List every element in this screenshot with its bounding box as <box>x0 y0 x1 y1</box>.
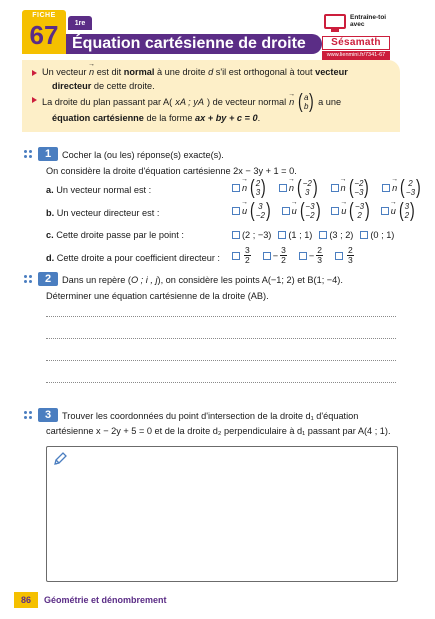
page-title: Équation cartésienne de droite <box>72 35 306 52</box>
checkbox[interactable] <box>279 184 287 192</box>
answer-line[interactable] <box>46 316 396 317</box>
sesamath-tagline-2: avec <box>350 21 365 28</box>
question-d: d. Cette droite a pour coefficient directeur : <box>46 253 220 263</box>
checkbox[interactable] <box>331 184 339 192</box>
question-a-options <box>232 178 422 198</box>
question-b: b. Un vecteur directeur est : <box>46 208 160 218</box>
checkbox[interactable] <box>263 252 271 260</box>
checkbox[interactable] <box>282 207 290 215</box>
sesamath-tagline <box>350 14 394 28</box>
option-d4[interactable]: $\frac{2}{3}$ <box>335 246 354 265</box>
checkbox[interactable] <box>232 231 240 239</box>
checkbox[interactable] <box>299 252 307 260</box>
checkbox[interactable] <box>232 252 240 260</box>
page-number: 86 <box>14 592 38 608</box>
checkbox[interactable] <box>335 252 343 260</box>
exercise3-line-1: Trouver les coordonnées du point d'intersection de la droite d₁ d'équation <box>62 411 359 421</box>
question-c: c. Cette droite passe par le point : <box>46 230 184 240</box>
option-c4[interactable]: (0 ; 1) <box>360 229 394 241</box>
option-d2[interactable]: − $\frac{3}{2}$ <box>263 246 287 265</box>
option-a1[interactable]: → n ( 2 3 ) <box>232 178 267 198</box>
answer-line[interactable] <box>46 360 396 361</box>
computer-stand-icon <box>331 29 339 32</box>
question-c-options <box>232 229 394 241</box>
theory-line-4: équation cartésienne de la forme ax + by + c = 0. <box>52 113 261 123</box>
theory-line-3: La droite du plan passant par A( xA ; yA ) de vecteur normal → n ( a b ) a une <box>42 92 341 112</box>
question-a: a. Un vecteur normal est : <box>46 185 152 195</box>
option-b3[interactable]: → u ( −3 2 ) <box>331 201 371 221</box>
option-c1[interactable]: (2 ; −3) <box>232 229 271 241</box>
option-a2[interactable]: → n ( −2 3 ) <box>279 178 319 198</box>
option-d1[interactable]: $\frac{3}{2}$ <box>232 246 251 265</box>
exercise2-question: Déterminer une équation cartésienne de la droite (AB). <box>46 291 269 301</box>
checkbox[interactable] <box>382 184 390 192</box>
computer-icon <box>324 14 346 29</box>
answer-line[interactable] <box>46 338 396 339</box>
exercise-dots-icon <box>24 273 38 287</box>
section-title: Géométrie et dénombrement <box>44 595 167 605</box>
option-b4[interactable]: → u ( 3 2 ) <box>381 201 416 221</box>
theory-line-1: Un vecteur → n est dit normal à une droite d s'il est orthogonal à tout vecteur <box>42 66 348 78</box>
fiche-label: FICHE <box>32 12 56 19</box>
checkbox[interactable] <box>360 231 368 239</box>
exercise-number: 1 <box>38 147 58 161</box>
option-c3[interactable]: (3 ; 2) <box>319 229 353 241</box>
option-d3[interactable]: − $\frac{2}{3}$ <box>299 246 323 265</box>
checkbox[interactable] <box>331 207 339 215</box>
option-a4[interactable]: → n ( 2 −3 ) <box>382 178 422 198</box>
option-a3[interactable]: → n ( −2 −3 ) <box>331 178 371 198</box>
exercise-dots-icon <box>24 409 38 423</box>
sesamath-tagline-1: Entraîne-toi <box>350 14 387 21</box>
exercise-number: 3 <box>38 408 58 422</box>
option-b1[interactable]: → u ( 3 −2 ) <box>232 201 272 221</box>
question-b-options <box>232 201 416 221</box>
exercise-dots-icon <box>24 148 38 162</box>
option-c2[interactable]: (1 ; 1) <box>278 229 312 241</box>
option-b2[interactable]: → u ( −3 −2 ) <box>282 201 322 221</box>
sesamath-logo[interactable]: Sésamath <box>322 36 390 50</box>
exercise3-line-2: cartésienne x − 2y + 5 = 0 et de la droite d₂ perpendiculaire à d₁ passant par A(4 ; 1). <box>46 426 391 436</box>
theory-line-2: directeur de cette droite. <box>52 81 155 91</box>
checkbox[interactable] <box>278 231 286 239</box>
answer-line[interactable] <box>46 382 396 383</box>
answer-box[interactable] <box>46 446 398 582</box>
pencil-icon <box>52 451 68 467</box>
bullet-icon <box>32 97 37 103</box>
exercise1-intro: On considère la droite d'équation cartésienne 2x − 3y + 1 = 0. <box>46 166 297 176</box>
bullet-icon <box>32 70 37 76</box>
sesamath-link[interactable]: www.lienmini.fr/7341-67 <box>322 51 390 60</box>
fiche-number: 67 <box>29 20 59 50</box>
exercise2-statement: Dans un repère (O ; i , j), on considère les points A(−1; 2) et B(1; −4). <box>62 275 343 285</box>
question-d-options <box>232 246 354 265</box>
checkbox[interactable] <box>232 184 240 192</box>
level-badge: 1re <box>68 16 92 30</box>
exercise1-instruction: Cocher la (ou les) réponse(s) exacte(s). <box>62 150 224 160</box>
normal-vector-matrix: ( a b ) <box>298 91 315 113</box>
checkbox[interactable] <box>381 207 389 215</box>
exercise-number: 2 <box>38 272 58 286</box>
checkbox[interactable] <box>319 231 327 239</box>
checkbox[interactable] <box>232 207 240 215</box>
